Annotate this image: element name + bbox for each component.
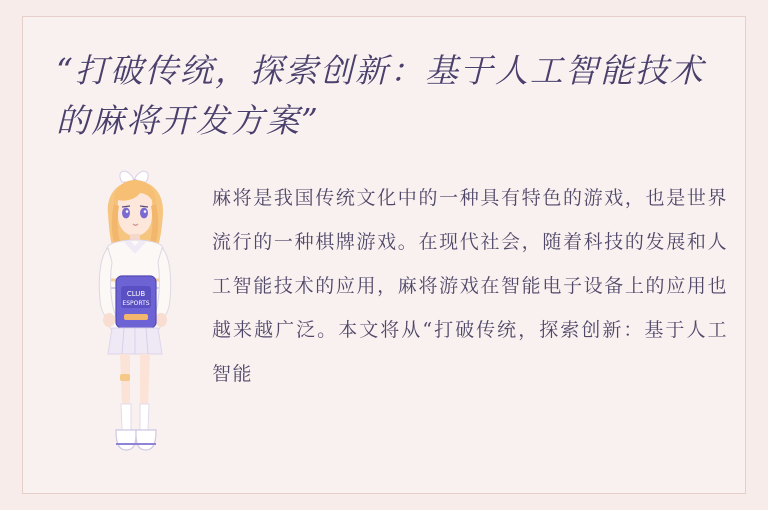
illustration-anime-girl [78, 168, 196, 480]
svg-text:ESPORTS: ESPORTS [122, 300, 150, 307]
svg-text:CLUB: CLUB [126, 290, 146, 298]
anime-girl-icon [78, 168, 196, 480]
body-paragraph: 麻将是我国传统文化中的一种具有特色的游戏，也是世界流行的一种棋牌游戏。在现代社会，随着科技的发展和人工智能技术的应用，麻将游戏在智能电子设备上的应用也越来越广泛。本文将从“打破传统，探索创新：基于人工智能 [212, 187, 728, 385]
page-title: “打破传统，探索创新：基于人工智能技术的麻将开发方案” [56, 51, 705, 140]
